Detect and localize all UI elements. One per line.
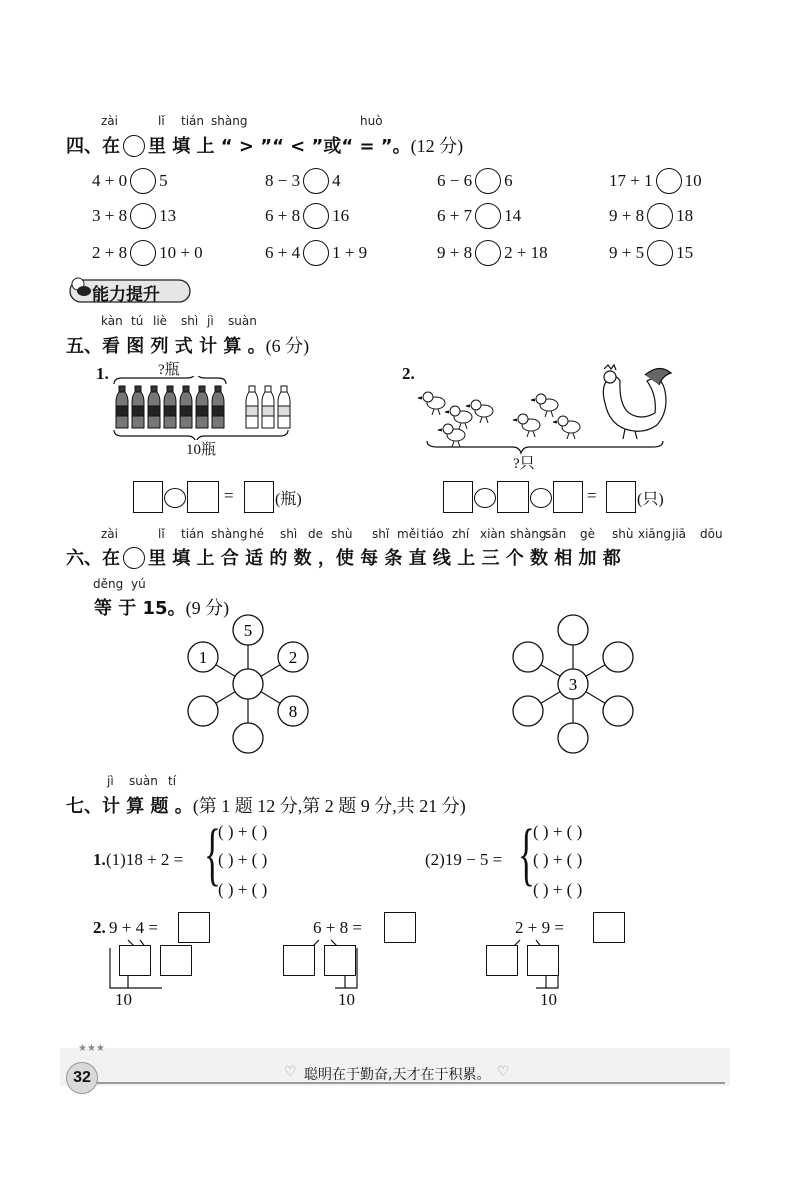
answer-parens[interactable]: ( ) + ( ) <box>218 850 268 869</box>
pinyin: shàng <box>510 527 547 541</box>
equals-sign: = <box>587 486 597 505</box>
comparison-left: 6 + 8 <box>265 206 301 225</box>
star-number: 1 <box>198 648 208 667</box>
ability-banner <box>66 274 196 306</box>
section-4-title: 四、在 里 填 上 “ > ”“ < ”或“ = ”。(12 分) <box>66 136 464 157</box>
comparison-left: 9 + 8 <box>609 206 645 225</box>
unit-label: (瓶) <box>275 491 302 508</box>
pinyin: xiàn <box>480 527 506 541</box>
chick-icon <box>438 424 465 447</box>
comparison-item <box>265 203 349 229</box>
pinyin: tí <box>168 774 177 788</box>
pinyin: shàng <box>211 114 248 128</box>
pinyin: shǐ <box>372 527 390 541</box>
ten-label: 10 <box>338 990 355 1009</box>
split-equation: 9 + 4 = <box>109 918 158 937</box>
answer-circle[interactable] <box>475 203 501 229</box>
comparison-left: 2 + 8 <box>92 243 128 262</box>
split-equation: 6 + 8 = <box>313 918 362 937</box>
answer-box[interactable] <box>384 912 416 943</box>
question-number: 1. <box>96 364 109 383</box>
equals-sign: = <box>224 486 234 505</box>
pinyin: shì <box>181 314 199 328</box>
answer-parens[interactable]: ( ) + ( ) <box>218 822 268 841</box>
star-number: 8 <box>288 702 298 721</box>
pinyin: dōu <box>700 527 723 541</box>
comparison-right: 16 <box>332 206 350 225</box>
comparison-item <box>609 203 693 229</box>
answer-box[interactable] <box>606 481 636 513</box>
pinyin: zài <box>101 114 118 128</box>
pinyin: liè <box>153 314 168 328</box>
operator-circle[interactable] <box>530 488 552 508</box>
answer-circle[interactable] <box>303 203 329 229</box>
star-number: 3 <box>568 675 578 694</box>
answer-circle[interactable] <box>475 168 501 194</box>
number-star-1 <box>180 612 320 762</box>
answer-circle[interactable] <box>656 168 682 194</box>
section-5-title: 五、看 图 列 式 计 算 。(6 分) <box>66 336 310 357</box>
chicks-illustration <box>415 355 675 455</box>
question-number: 1. <box>93 850 106 869</box>
answer-box[interactable] <box>443 481 473 513</box>
answer-box[interactable] <box>497 481 529 513</box>
equation-stem: (1)18 + 2 = <box>106 850 184 869</box>
answer-box[interactable] <box>553 481 583 513</box>
bottle-icon <box>278 386 290 428</box>
answer-circle[interactable] <box>130 168 156 194</box>
banner-label: 能力提升 <box>92 285 160 305</box>
bottles-illustration <box>108 376 298 440</box>
comparison-right: 14 <box>504 206 522 225</box>
number-star-2 <box>505 612 645 762</box>
comparison-right: 13 <box>159 206 177 225</box>
pinyin: xiāng <box>638 527 672 541</box>
answer-circle[interactable] <box>647 203 673 229</box>
pinyin: lǐ <box>158 114 165 128</box>
unit-label: (只) <box>637 491 664 508</box>
answer-parens[interactable]: ( ) + ( ) <box>533 880 583 899</box>
heart-icon: ♡ <box>497 1064 510 1080</box>
pinyin: jiā <box>672 527 687 541</box>
comparison-right: 15 <box>676 243 694 262</box>
comparison-right: 10 <box>684 171 702 190</box>
split-equation: 2 + 9 = <box>515 918 564 937</box>
answer-circle[interactable] <box>475 240 501 266</box>
answer-box[interactable] <box>324 945 356 976</box>
section-7-title: 七、计 算 题 。(第 1 题 12 分,第 2 题 9 分,共 21 分) <box>66 796 466 817</box>
comparison-item <box>609 240 693 266</box>
answer-box[interactable] <box>187 481 219 513</box>
brace: { <box>204 816 221 893</box>
operator-circle[interactable] <box>164 488 186 508</box>
pinyin: měi <box>397 527 420 541</box>
pinyin: jì <box>207 314 214 328</box>
comparison-left: 9 + 8 <box>437 243 473 262</box>
star-number: 5 <box>243 621 253 640</box>
pinyin: sān <box>545 527 567 541</box>
answer-circle[interactable] <box>303 240 329 266</box>
bottle-total-label: 10瓶 <box>186 442 217 458</box>
section-6-title-cont: 等 于 15。(9 分) <box>94 598 230 619</box>
answer-parens[interactable]: ( ) + ( ) <box>218 880 268 899</box>
comparison-item <box>92 240 203 266</box>
pinyin: zài <box>101 527 118 541</box>
section-6-title: 六、在 里 填 上 合 适 的 数 ，使 每 条 直 线 上 三 个 数 相 加 都 <box>66 548 621 569</box>
comparison-right: 5 <box>159 171 168 190</box>
pinyin: suàn <box>129 774 158 788</box>
operator-circle[interactable] <box>474 488 496 508</box>
rooster-icon <box>603 365 671 439</box>
comparison-right: 1 + 9 <box>332 243 368 262</box>
chick-icon <box>418 392 445 415</box>
page-number: 32 <box>66 1062 98 1094</box>
comparison-right: 18 <box>676 206 694 225</box>
comparison-left: 6 + 4 <box>265 243 301 262</box>
pinyin: shù <box>612 527 634 541</box>
comparison-item <box>92 168 168 194</box>
comparison-item <box>92 203 176 229</box>
pinyin: shù <box>331 527 353 541</box>
answer-box[interactable] <box>119 945 151 976</box>
bottle-icon <box>212 386 224 428</box>
comparison-item <box>609 168 702 194</box>
chick-icon <box>531 394 558 417</box>
bottle-icon <box>116 386 128 428</box>
pinyin: děng <box>93 577 124 591</box>
ten-label: 10 <box>540 990 557 1009</box>
answer-circle[interactable] <box>647 240 673 266</box>
bottle-icon <box>246 386 258 428</box>
bottle-top-label: ?瓶 <box>158 362 180 378</box>
answer-circle-icon <box>123 135 145 157</box>
bottle-icon <box>132 386 144 428</box>
comparison-right: 2 + 18 <box>504 243 548 262</box>
comparison-right: 4 <box>332 171 341 190</box>
pinyin: suàn <box>228 314 257 328</box>
answer-box[interactable] <box>283 945 315 976</box>
comparison-item <box>265 240 367 266</box>
comparison-left: 17 + 1 <box>609 171 653 190</box>
comparison-item <box>265 168 341 194</box>
answer-box[interactable] <box>133 481 163 513</box>
answer-box[interactable] <box>593 912 625 943</box>
comparison-left: 4 + 0 <box>92 171 128 190</box>
answer-circle-icon <box>123 547 145 569</box>
comparison-left: 6 − 6 <box>437 171 473 190</box>
answer-parens[interactable]: ( ) + ( ) <box>533 822 583 841</box>
answer-circle[interactable] <box>130 240 156 266</box>
pinyin: huò <box>360 114 383 128</box>
pinyin: shàng <box>211 527 248 541</box>
comparison-item <box>437 240 548 266</box>
animal-total-label: ?只 <box>513 456 535 472</box>
answer-parens[interactable]: ( ) + ( ) <box>533 850 583 869</box>
pinyin: tiáo <box>421 527 444 541</box>
comparison-left: 6 + 7 <box>437 206 473 225</box>
equation-stem: (2)19 − 5 = <box>425 850 503 869</box>
chick-icon <box>513 414 540 437</box>
pinyin: zhí <box>452 527 470 541</box>
bottle-icon <box>164 386 176 428</box>
pinyin: shì <box>280 527 298 541</box>
pinyin: lǐ <box>158 527 165 541</box>
question-number: 2. <box>402 364 415 383</box>
comparison-item <box>437 203 521 229</box>
bottle-icon <box>180 386 192 428</box>
pinyin: gè <box>580 527 595 541</box>
pinyin: tú <box>131 314 144 328</box>
pinyin: de <box>308 527 323 541</box>
comparison-left: 8 − 3 <box>265 171 301 190</box>
ten-label: 10 <box>115 990 132 1009</box>
heart-icon: ♡ <box>284 1064 297 1080</box>
comparison-right: 6 <box>504 171 513 190</box>
motto: 聪明在于勤奋,天才在于积累。 <box>304 1067 491 1083</box>
brace: { <box>518 816 535 893</box>
pinyin: tián <box>181 527 204 541</box>
answer-box[interactable] <box>527 945 559 976</box>
pinyin: hé <box>249 527 264 541</box>
answer-circle[interactable] <box>130 203 156 229</box>
answer-box[interactable] <box>486 945 518 976</box>
answer-circle[interactable] <box>303 168 329 194</box>
star-number: 2 <box>288 648 298 667</box>
bottle-icon <box>196 386 208 428</box>
pinyin: yú <box>131 577 146 591</box>
comparison-item <box>437 168 513 194</box>
pinyin: jì <box>107 774 114 788</box>
comparison-left: 3 + 8 <box>92 206 128 225</box>
question-number: 2. <box>93 918 106 937</box>
chick-icon <box>553 416 580 439</box>
bottle-icon <box>148 386 160 428</box>
stars-icon: ★★★ <box>78 1043 105 1054</box>
comparison-left: 9 + 5 <box>609 243 645 262</box>
answer-box[interactable] <box>160 945 192 976</box>
pinyin: tián <box>181 114 204 128</box>
answer-box[interactable] <box>244 481 274 513</box>
pinyin: kàn <box>101 314 123 328</box>
bottle-icon <box>262 386 274 428</box>
comparison-right: 10 + 0 <box>159 243 203 262</box>
